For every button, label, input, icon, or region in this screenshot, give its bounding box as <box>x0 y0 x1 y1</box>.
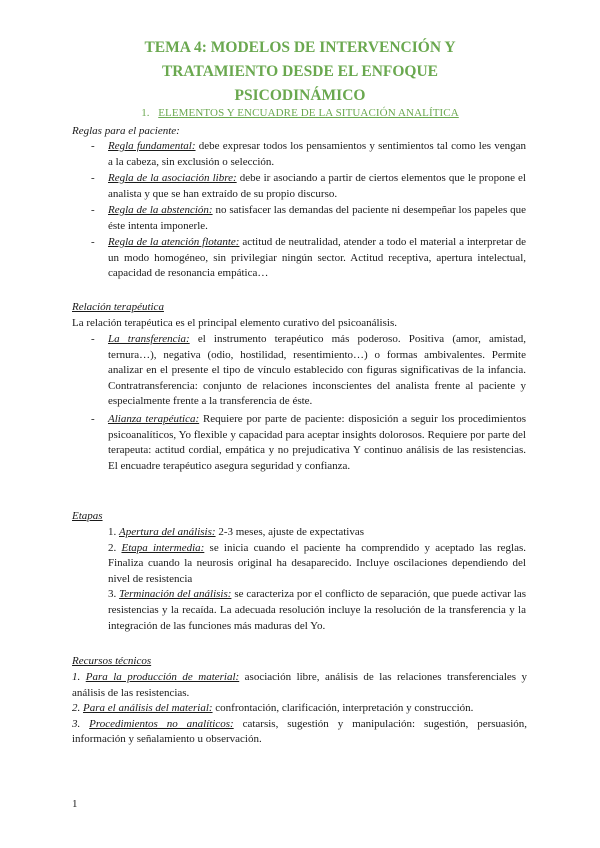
item-number: 3. <box>72 717 81 730</box>
bullet: - <box>91 333 95 345</box>
etapas-list <box>108 525 526 634</box>
text: no satisfacer las demandas del paciente ni desempeñar los papeles que éste intenta imponerle. <box>108 204 526 232</box>
text: confrontación, clarificación, interpretación y construcción. <box>212 702 474 715</box>
section-number: 1. <box>141 107 150 119</box>
page-number: 1 <box>72 798 78 810</box>
list-item <box>108 412 526 474</box>
term: Para el análisis del material: <box>83 702 213 715</box>
etapas-heading: Etapas <box>72 510 103 522</box>
bullet: - <box>91 172 95 184</box>
list-item <box>108 171 526 202</box>
list-item <box>108 203 526 234</box>
list-item <box>108 525 526 541</box>
reglas-heading: Reglas para el paciente: <box>72 125 180 137</box>
term: Regla de la atención flotante: <box>108 236 240 248</box>
relacion-list <box>0 332 600 492</box>
relacion-intro: La relación terapéutica es el principal elemento curativo del psicoanálisis. <box>72 317 397 329</box>
relacion-heading: Relación terapéutica <box>72 301 164 313</box>
list-item <box>108 541 526 588</box>
list-item <box>72 701 527 717</box>
recursos-heading: Recursos técnicos <box>72 655 152 667</box>
list-item <box>108 139 526 170</box>
term: La transferencia: <box>108 333 190 345</box>
recursos-list <box>72 670 527 748</box>
title-line-2: TRATAMIENTO DESDE EL ENFOQUE <box>161 63 439 80</box>
text: catarsis, sugestión y manipulación: sugestión, persuasión, información y señalamiento u observación. <box>72 717 527 746</box>
bullet: - <box>91 140 95 152</box>
text: se inicia cuando el paciente ha comprendido y aceptado las reglas. Finaliza cuando la neurosis original ha desaparecido. Incluye oscilaciones dependiendo del nivel de resistencia <box>108 541 526 585</box>
term: Alianza terapéutica: <box>108 413 200 425</box>
item-number: 3. <box>108 588 117 601</box>
term: Etapa intermedia: <box>121 541 205 554</box>
item-number: 1. <box>108 526 117 538</box>
term: Procedimientos no analíticos: <box>89 717 234 730</box>
title-line-3: PSICODINÁMICO <box>234 87 366 104</box>
section-title: ELEMENTOS Y ENCUADRE DE LA SITUACIÓN ANALÍTICA <box>158 107 459 119</box>
text: se caracteriza por el conflicto de separación, que puede activar las resistencias y la recaída. La adecuada resolución incluye la resolución de la transferencia y la integración de las funciones más maduras del Yo. <box>108 588 527 632</box>
term: Terminación del análisis: <box>119 588 232 601</box>
term: Regla de la abstención: <box>108 204 213 216</box>
term: Regla de la asociación libre: <box>108 172 237 184</box>
text: debe expresar todos los pensamientos y sentimientos tal como les vengan a la cabeza, sin exclusión o selección. <box>108 140 526 168</box>
bullet: - <box>91 236 95 248</box>
list-item <box>108 332 526 410</box>
list-item <box>108 587 526 634</box>
list-item <box>108 235 526 282</box>
term: Regla fundamental: <box>108 140 196 152</box>
page-title <box>60 36 540 108</box>
list-item <box>72 717 527 748</box>
list-item <box>72 670 527 701</box>
section-heading <box>0 107 600 119</box>
reglas-list <box>0 139 600 280</box>
term: Apertura del análisis: <box>119 526 216 538</box>
text: debe ir asociando a partir de ciertos elementos que le propone el analista y que se han extraído de su propio discurso. <box>108 172 526 200</box>
text: Requiere por parte de paciente: disposición a seguir los procedimientos psicoanalíticos, Yo flexible y capacidad para aceptar insights dolorosos. Requiere por parte del terapeuta: actitud cordial, empática y no prejudicativa Y continuo análisis de las resistencias. El encuadre terapéutico asegura seguridad y confianza. <box>108 413 527 472</box>
text: actitud de neutralidad, atender a todo el material a interpretar de un modo homogéneo, sin privilegiar ningún sector. Actitud receptiva, apertura intelectual, capacidad de resonancia empática… <box>108 236 526 280</box>
bullet: - <box>91 413 95 425</box>
text: el instrumento terapéutico más poderoso. Positiva (amor, amistad, ternura…), negativa (odio, hostilidad, resentimiento…) o formas ambivalentes. Permite analizar en el presente el tipo de vínculo establecido con figuras significativas de la infancia. Contratransferencia: conjunto de relaciones inconscientes del analista frente al paciente y especialmente frente a la transferencia de éste. <box>108 333 527 408</box>
bullet: - <box>91 204 95 216</box>
term: Para la producción de material: <box>85 671 240 683</box>
text: 2-3 meses, ajuste de expectativas <box>215 526 365 538</box>
item-number: 1. <box>72 671 81 683</box>
title-line-1: TEMA 4: MODELOS DE INTERVENCIÓN Y <box>144 39 456 56</box>
text: asociación libre, análisis de las relaciones transferenciales y análisis de las resistencias. <box>72 671 528 699</box>
item-number: 2. <box>72 702 81 715</box>
item-number: 2. <box>108 541 117 554</box>
